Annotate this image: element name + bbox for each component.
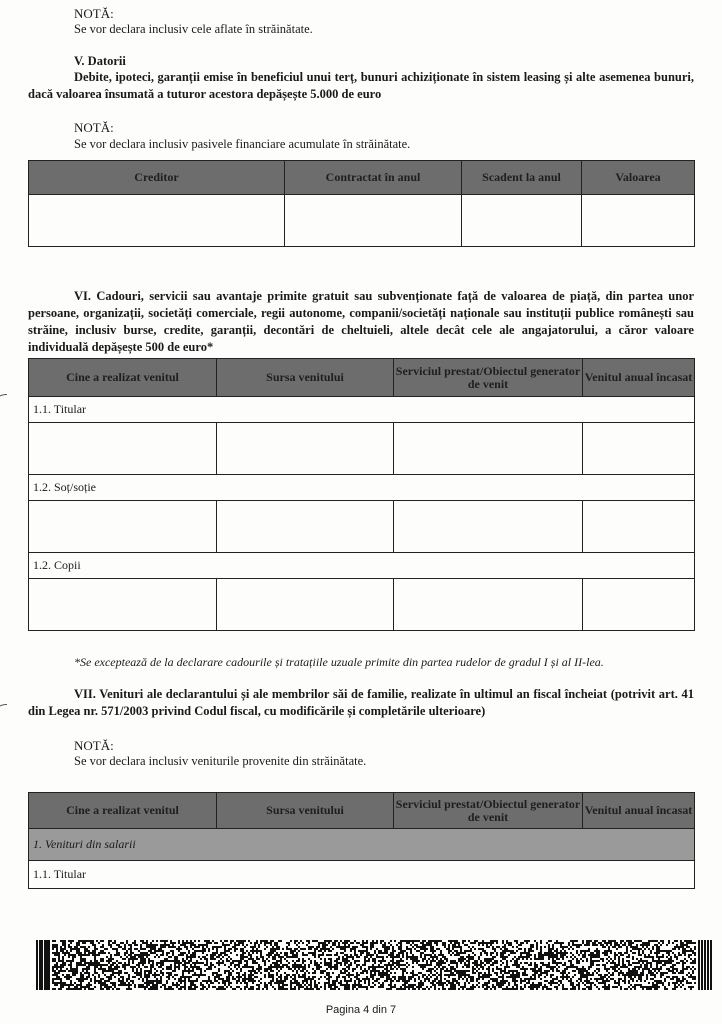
income-category: 1. Venituri din salarii xyxy=(29,829,695,861)
table-cell xyxy=(285,195,462,247)
note-title: NOTĂ: xyxy=(74,120,114,135)
column-header: Cine a realizat venitul xyxy=(29,359,217,397)
column-header: Venitul anual încasat xyxy=(583,359,695,397)
table-cell xyxy=(394,501,583,553)
table-cell xyxy=(217,501,394,553)
table-cell xyxy=(217,579,394,631)
note-title: NOTĂ: xyxy=(74,6,114,21)
section-vii-description: VII. Venituri ale declarantului și ale membrilor săi de familie, realizate în ultimul an fiscal încheiat (potrivit art. 41 din Legea nr. 571/2003 privind Codul fiscal, cu modificările și completările ulterioare) xyxy=(28,687,694,718)
column-header: Serviciul prestat/Obiectul generator de venit xyxy=(394,359,583,397)
section-vi-description: VI. Cadouri, servicii sau avantaje primite gratuit sau subvenționate față de valoarea de piață, din partea unor persoane, organizații, societăți comerciale, regii autonome, companii/societăți naționale sau instituții publice românești sau străine, inclusiv burse, credite, garanții, decontări de cheltuieli, altele decât cele ale angajatorului, a căror valoare individuală depășește 500 de euro* xyxy=(28,289,694,354)
punch-hole-mark xyxy=(0,394,7,419)
barcode xyxy=(36,940,712,990)
column-header: Sursa venitului xyxy=(217,359,394,397)
column-header: Contractat în anul xyxy=(285,161,462,195)
income-table xyxy=(28,792,695,889)
column-header: Creditor xyxy=(29,161,285,195)
column-header: Serviciul prestat/Obiectul generator de venit xyxy=(394,793,583,829)
debts-table xyxy=(28,160,695,247)
column-header: Valoarea xyxy=(582,161,695,195)
section-v-description: Debite, ipoteci, garanții emise în beneficiul unui terț, bunuri achiziționate în sistem leasing și alte asemenea bunuri, dacă valoarea însumată a tuturor acestora depășește 5.000 de euro xyxy=(28,70,694,101)
punch-hole-mark xyxy=(0,704,7,729)
table-cell xyxy=(583,423,695,475)
note-text: Se vor declara inclusiv pasivele financiare acumulate în străinătate. xyxy=(74,137,411,151)
table-cell xyxy=(394,579,583,631)
column-header: Venitul anual încasat xyxy=(583,793,695,829)
row-label-sot-sotie: 1.2. Soț/soție xyxy=(29,475,695,501)
table-cell xyxy=(29,195,285,247)
table-cell xyxy=(29,423,217,475)
note-text: Se vor declara inclusiv veniturile provenite din străinătate. xyxy=(74,754,367,768)
barcode-graphic xyxy=(36,940,712,990)
gifts-table xyxy=(28,358,695,631)
page-number: Pagina 4 din 7 xyxy=(325,1004,397,1016)
table-cell xyxy=(29,579,217,631)
column-header: Scadent la anul xyxy=(462,161,582,195)
table-cell xyxy=(583,501,695,553)
gifts-footnote: *Se exceptează de la declarare cadourile și tratațiile uzuale primite din partea rudelor de gradul I și al II-lea. xyxy=(74,655,604,669)
table-cell xyxy=(394,423,583,475)
row-label-titular: 1.1. Titular xyxy=(29,397,695,423)
column-header: Sursa venitului xyxy=(217,793,394,829)
row-label-titular: 1.1. Titular xyxy=(29,861,695,889)
section-v-heading: V. Datorii xyxy=(74,54,126,68)
note-title: NOTĂ: xyxy=(74,738,114,753)
table-cell xyxy=(217,423,394,475)
table-cell xyxy=(583,579,695,631)
row-label-copii: 1.2. Copii xyxy=(29,553,695,579)
table-cell xyxy=(582,195,695,247)
table-cell xyxy=(29,501,217,553)
column-header: Cine a realizat venitul xyxy=(29,793,217,829)
note-text: Se vor declara inclusiv cele aflate în străinătate. xyxy=(74,22,313,36)
table-cell xyxy=(462,195,582,247)
